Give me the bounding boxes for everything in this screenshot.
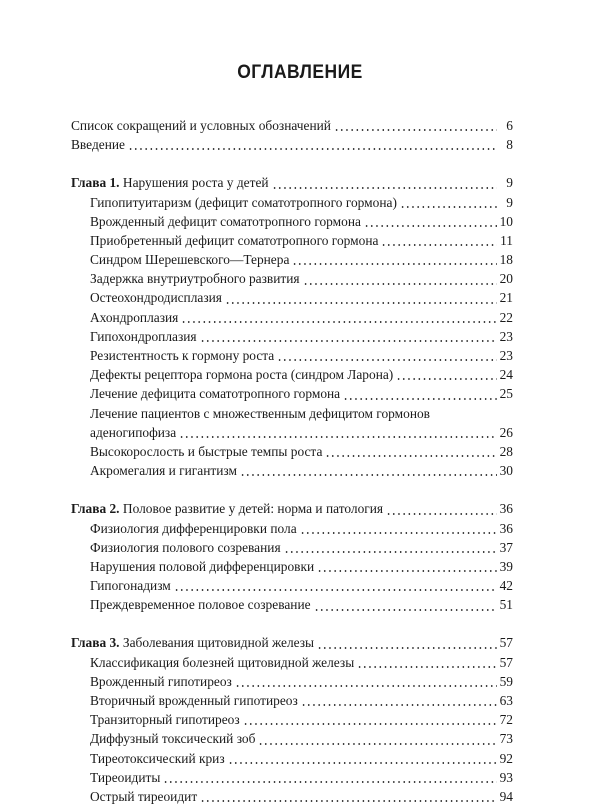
toc-entry[interactable] xyxy=(71,653,513,672)
chapter-prefix: Глава 1. xyxy=(71,175,120,191)
toc-entry[interactable] xyxy=(71,461,513,480)
toc-entry-page: 28 xyxy=(499,443,513,459)
toc-entry-label: Резистентность к гормону роста xyxy=(90,348,275,364)
toc-entry[interactable] xyxy=(71,289,513,308)
toc-entry-label: Диффузный токсический зоб xyxy=(90,731,256,747)
toc-entry-label: Гипогонадизм xyxy=(90,578,171,594)
spacer xyxy=(71,480,513,499)
dot-leader xyxy=(396,378,497,380)
dot-leader xyxy=(317,647,497,649)
toc-chapter-1[interactable] xyxy=(71,173,513,192)
toc-entry-label: Физиология полового созревания xyxy=(90,539,281,555)
dot-leader xyxy=(277,359,497,361)
toc-entry-introduction[interactable] xyxy=(71,135,513,154)
toc-entry-page: 22 xyxy=(499,309,513,325)
toc-entry[interactable] xyxy=(71,193,513,212)
toc-entry-label: Ахондроплазия xyxy=(90,309,179,325)
toc-entry-page: 93 xyxy=(499,769,513,785)
toc-entry-page: 30 xyxy=(499,463,513,479)
toc-entry-label: Список сокращений и условных обозначений xyxy=(71,117,331,133)
toc-entry-label: Тиреотоксический криз xyxy=(90,750,225,766)
toc-entry-label: Акромегалия и гигантизм xyxy=(90,463,238,479)
toc-entry[interactable] xyxy=(71,749,513,768)
toc-entry-page: 59 xyxy=(499,673,513,689)
toc-entry[interactable] xyxy=(71,519,513,538)
dot-leader xyxy=(225,302,497,304)
toc-entry-page: 73 xyxy=(499,731,513,747)
toc-chapter-label xyxy=(71,173,269,192)
toc-entry[interactable] xyxy=(71,365,513,384)
dot-leader xyxy=(400,206,497,208)
toc-entry-page: 36 xyxy=(499,520,513,536)
toc-entry[interactable] xyxy=(71,538,513,557)
dot-leader xyxy=(174,589,497,591)
toc-chapter-2[interactable] xyxy=(71,499,513,518)
toc-entry[interactable] xyxy=(71,442,513,461)
toc-entry-page: 9 xyxy=(506,194,513,210)
toc-entry-label: Приобретенный дефицит соматотропного гормона xyxy=(90,232,379,248)
toc-entry-label: аденогипофиза xyxy=(90,424,177,440)
toc-entry-abbreviations[interactable] xyxy=(71,116,513,135)
toc-entry-page: 57 xyxy=(499,635,513,651)
toc-entry-page: 11 xyxy=(500,232,513,248)
toc-entry[interactable] xyxy=(71,269,513,288)
dot-leader xyxy=(334,129,497,131)
toc-entry[interactable] xyxy=(71,231,513,250)
dot-leader xyxy=(179,436,497,438)
toc-entry[interactable] xyxy=(71,327,513,346)
toc-entry[interactable] xyxy=(71,672,513,691)
toc-entry-label: Вторичный врожденный гипотиреоз xyxy=(90,693,298,709)
toc-entry[interactable] xyxy=(71,576,513,595)
toc-entry-multiline[interactable] xyxy=(71,404,513,423)
dot-leader xyxy=(163,781,497,783)
toc-entry-label: Тиреоидиты xyxy=(90,769,161,785)
dot-leader xyxy=(228,762,497,764)
toc-entry-label: Высокорослость и быстрые темпы роста xyxy=(90,443,323,459)
chapter-prefix: Глава 3. xyxy=(71,635,120,651)
toc-entry-label: Врожденный гипотиреоз xyxy=(90,673,232,689)
toc-entry-page: 42 xyxy=(499,578,513,594)
toc-entry-page: 23 xyxy=(499,348,513,364)
toc-entry-label: Врожденный дефицит соматотропного гормона xyxy=(90,213,361,229)
table-of-contents xyxy=(71,116,513,806)
toc-chapter-label xyxy=(71,499,383,518)
dot-leader xyxy=(325,455,497,457)
dot-leader xyxy=(243,723,497,725)
toc-entry-page: 51 xyxy=(499,597,513,613)
toc-entry[interactable] xyxy=(71,787,513,806)
dot-leader xyxy=(317,570,497,572)
toc-entry-continuation[interactable] xyxy=(71,423,513,442)
dot-leader xyxy=(258,743,497,745)
page-title: ОГЛАВЛЕНИЕ xyxy=(237,62,363,83)
chapter-title: Нарушения роста у детей xyxy=(119,175,269,191)
toc-entry-page: 8 xyxy=(506,137,513,153)
toc-entry[interactable] xyxy=(71,384,513,403)
toc-entry-label: Гипопитуитаризм (дефицит соматотропного гормона) xyxy=(90,194,397,210)
toc-entry-page: 63 xyxy=(499,693,513,709)
toc-entry-label: Задержка внутриутробного развития xyxy=(90,271,300,287)
toc-entry[interactable] xyxy=(71,768,513,787)
toc-entry-page: 6 xyxy=(506,117,513,133)
toc-entry[interactable] xyxy=(71,212,513,231)
toc-entry-label: Гипохондроплазия xyxy=(90,328,197,344)
toc-entry-page: 72 xyxy=(499,712,513,728)
toc-entry[interactable] xyxy=(71,710,513,729)
toc-entry-page: 26 xyxy=(499,424,513,440)
toc-entry-page: 37 xyxy=(499,539,513,555)
dot-leader xyxy=(284,551,497,553)
toc-entry-label: Нарушения половой дифференцировки xyxy=(90,558,315,574)
chapter-title: Половое развитие у детей: норма и патология xyxy=(119,501,384,517)
dot-leader xyxy=(301,704,497,706)
spacer xyxy=(71,154,513,173)
dot-leader xyxy=(200,800,497,802)
toc-entry[interactable] xyxy=(71,308,513,327)
toc-entry-label: Транзиторный гипотиреоз xyxy=(90,712,240,728)
toc-entry-page: 9 xyxy=(506,175,513,191)
toc-entry-page: 10 xyxy=(499,213,513,229)
dot-leader xyxy=(343,398,497,400)
toc-entry-page: 57 xyxy=(499,654,513,670)
toc-entry-label: Острый тиреоидит xyxy=(90,788,198,804)
toc-entry-label: Физиология дифференцировки пола xyxy=(90,520,297,536)
chapter-prefix: Глава 2. xyxy=(71,501,120,517)
dot-leader xyxy=(128,148,497,150)
toc-entry[interactable] xyxy=(71,557,513,576)
spacer xyxy=(71,615,513,634)
toc-entry-label: Синдром Шерешевского—Тернера xyxy=(90,252,290,268)
toc-entry-page: 36 xyxy=(499,501,513,517)
dot-leader xyxy=(300,532,497,534)
toc-entry-page: 92 xyxy=(499,750,513,766)
toc-entry-label: Преждевременное половое созревание xyxy=(90,597,311,613)
toc-entry-page: 18 xyxy=(499,252,513,268)
dot-leader xyxy=(303,283,497,285)
dot-leader xyxy=(381,244,497,246)
toc-entry-label: Остеохондродисплазия xyxy=(90,290,222,306)
toc-entry[interactable] xyxy=(71,346,513,365)
dot-leader xyxy=(200,340,497,342)
dot-leader xyxy=(240,474,497,476)
toc-entry[interactable] xyxy=(71,691,513,710)
dot-leader xyxy=(272,187,497,189)
toc-entry-label: Классификация болезней щитовидной железы xyxy=(90,654,355,670)
toc-entry-label: Введение xyxy=(71,137,125,153)
dot-leader xyxy=(314,609,497,611)
chapter-title: Заболевания щитовидной железы xyxy=(119,635,315,651)
toc-chapter-label xyxy=(71,633,314,652)
toc-entry-page: 20 xyxy=(499,271,513,287)
toc-entry-label: Лечение дефицита соматотропного гормона xyxy=(90,386,341,402)
toc-chapter-3[interactable] xyxy=(71,634,513,653)
toc-entry[interactable] xyxy=(71,595,513,614)
dot-leader xyxy=(364,225,497,227)
dot-leader xyxy=(386,513,497,515)
toc-entry-label: Лечение пациентов с множественным дефицитом гормонов xyxy=(90,405,431,421)
toc-entry-page: 23 xyxy=(499,328,513,344)
toc-entry-page: 25 xyxy=(499,386,513,402)
dot-leader xyxy=(181,321,497,323)
dot-leader xyxy=(235,685,497,687)
toc-entry-page: 39 xyxy=(499,558,513,574)
toc-entry[interactable] xyxy=(71,729,513,748)
toc-entry-page: 94 xyxy=(499,788,513,804)
toc-entry[interactable] xyxy=(71,250,513,269)
toc-entry-page: 24 xyxy=(499,367,513,383)
dot-leader xyxy=(292,263,497,265)
toc-entry-label: Дефекты рецептора гормона роста (синдром Ларона) xyxy=(90,367,394,383)
toc-entry-page: 21 xyxy=(499,290,513,306)
dot-leader xyxy=(357,666,497,668)
